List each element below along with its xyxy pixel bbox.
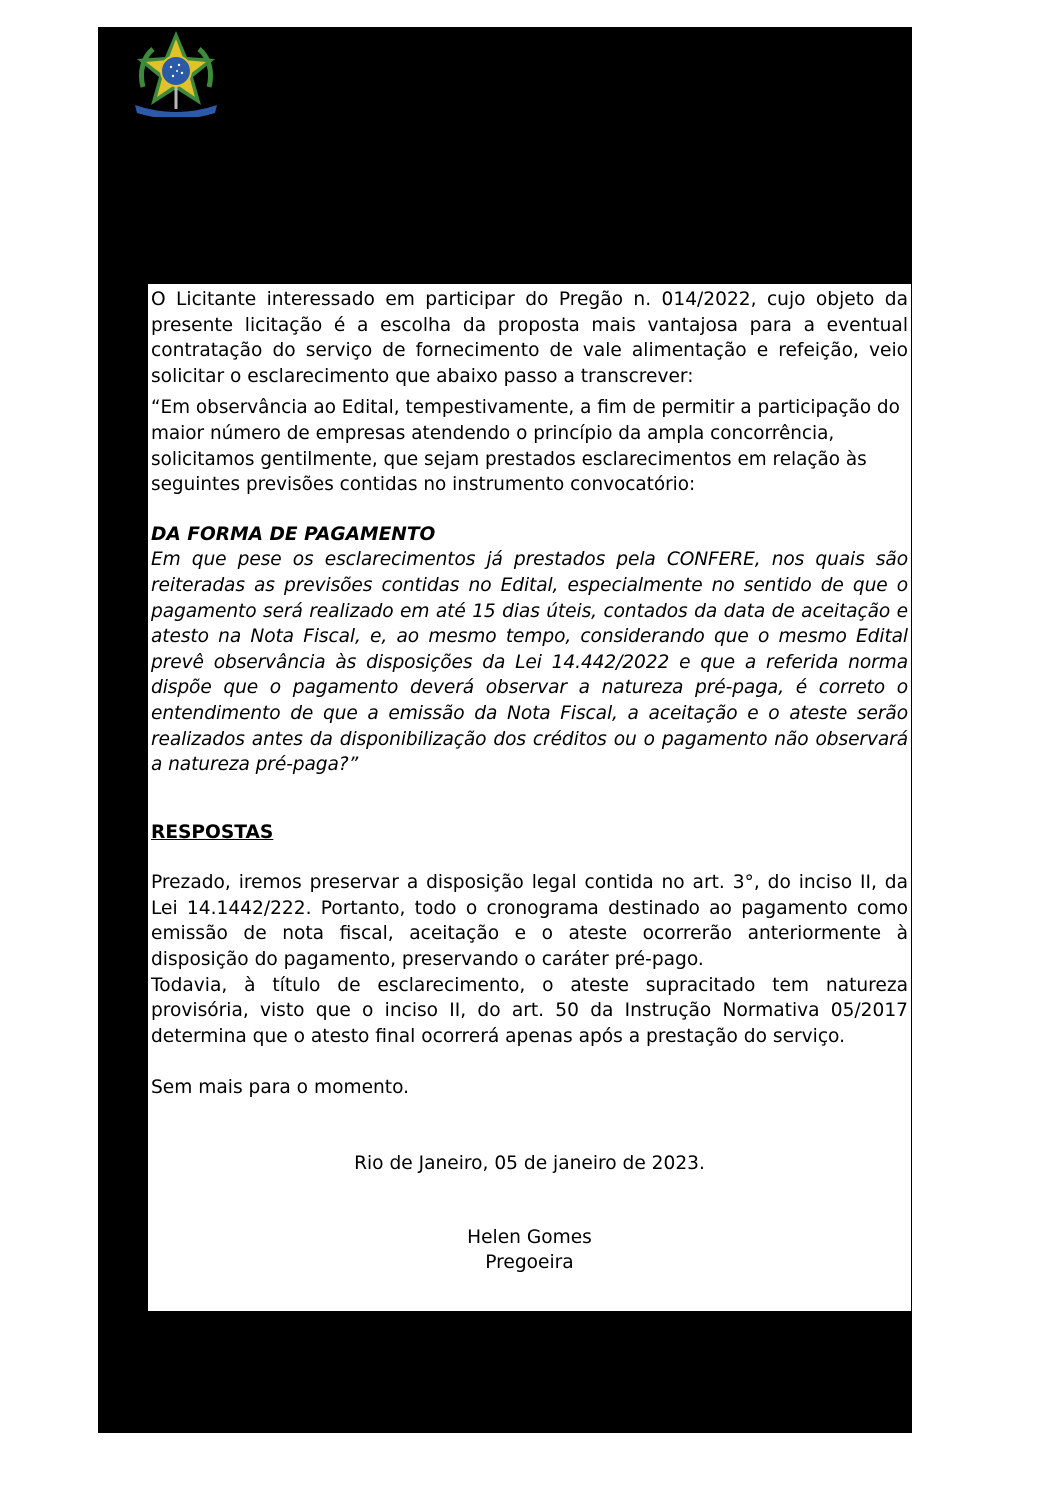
signer-name: Helen Gomes [467,1226,592,1248]
section-body: Em que pese os esclarecimentos já prestados pela CONFERE, nos quais são reiteradas as previsões contidas no Edital, especialmente no sentido de que o pagamento será realizado em até 15 dias úteis, contados da data de aceitação e atesto na Nota Fiscal, e, ao mesmo tempo, considerando que o mesmo Edital prevê observância às disposições da Lei 14.442/2022 e que a referida norma dispõe que o pagamento deverá observar a natureza pré-paga, é correto o entendimento de que a emissão da Nota Fiscal, a aceitação e o ateste serão realizados antes da disponibilização dos créditos ou o pagamento não observará a natureza pré-paga?” [151,549,908,776]
response-paragraph-1: Prezado, iremos preservar a disposição legal contida no art. 3°, do inciso II, da Lei 14.1442/222. Portanto, todo o cronograma destinado ao pagamento como emissão de nota fiscal, aceitação e o ateste ocorrerão anteriormente à disposição do pagamento, preservando o caráter pré-pago. [151,872,908,971]
quoted-request: “Em observância ao Edital, tempestivamente, a fim de permitir a participação do maior número de empresas atendendo o princípio da ampla concorrência, solicitamos gentilmente, que sejam prestados esclarecimentos em relação às seguintes previsões contidas no instrumento convocatório: [151,397,900,496]
coat-of-arms-icon [131,27,221,117]
intro-paragraph: O Licitante interessado em participar do Pregão n. 014/2022, cujo objeto da presente licitação é a escolha da proposta mais vantajosa para a eventual contratação do serviço de fornecimento de vale alimentação e refeição, veio solicitar o esclarecimento que abaixo passo a transcrever: [151,289,908,387]
date-line: Rio de Janeiro, 05 de janeiro de 2023. [354,1153,705,1175]
section-title: DA FORMA DE PAGAMENTO [151,523,436,545]
signer-role: Pregoeira [485,1252,574,1274]
closing-line: Sem mais para o momento. [151,1077,410,1099]
document-body [148,284,911,1311]
responses-title: RESPOSTAS [151,821,274,843]
response-paragraph-2: Todavia, à título de esclarecimento, o ateste supracitado tem natureza provisória, visto que o inciso II, do art. 50 da Instrução Normativa 05/2017 determina que o atesto final ocorrerá apenas após a prestação do serviço. [151,974,908,1047]
